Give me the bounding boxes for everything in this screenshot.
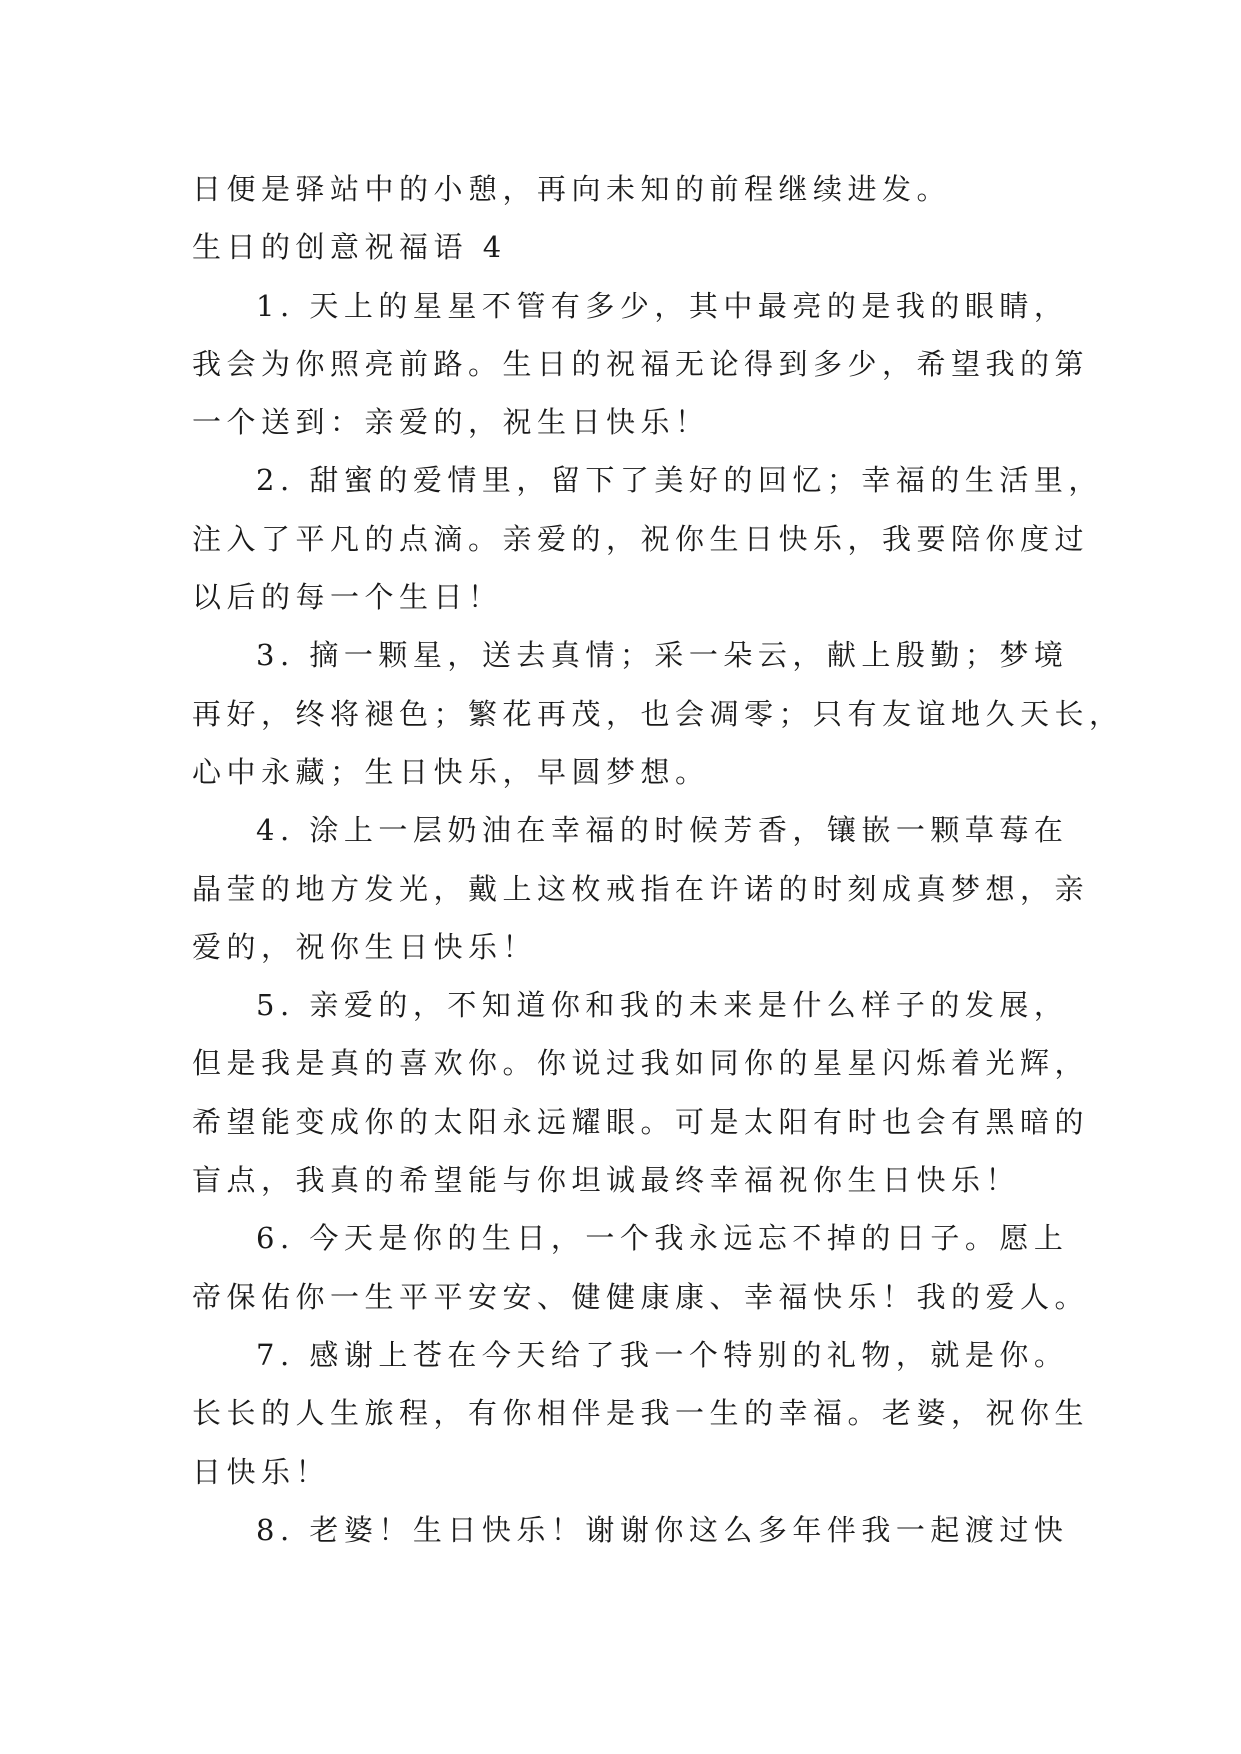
- body-line: 爱的，祝你生日快乐！: [192, 929, 538, 964]
- body-line: 4. 涂上一层奶油在幸福的时候芳香，镶嵌一颗草莓在: [256, 813, 1069, 848]
- body-line: 日快乐！: [192, 1454, 331, 1489]
- body-line: 再好，终将褪色；繁花再茂，也会凋零；只有友谊地久天长，: [192, 696, 1124, 731]
- body-line: 晶莹的地方发光，戴上这枚戒指在许诺的时刻成真梦想，亲: [192, 871, 1090, 906]
- body-line: 7. 感谢上苍在今天给了我一个特别的礼物，就是你。: [256, 1337, 1069, 1372]
- body-line: 心中永藏；生日快乐，早圆梦想。: [192, 754, 710, 789]
- body-line: 日便是驿站中的小憩，再向未知的前程继续进发。: [192, 172, 952, 206]
- section-heading: 生日的创意祝福语 4: [192, 230, 507, 265]
- document-body: [192, 160, 1124, 1559]
- body-line: 盲点，我真的希望能与你坦诚最终幸福祝你生日快乐！: [192, 1163, 1021, 1198]
- body-line: 6. 今天是你的生日，一个我永远忘不掉的日子。愿上: [256, 1221, 1069, 1256]
- body-line: 一个送到：亲爱的，祝生日快乐！: [192, 405, 710, 440]
- body-line: 帝保佑你一生平平安安、健健康康、幸福快乐！我的爱人。: [192, 1279, 1090, 1314]
- body-line: 注入了平凡的点滴。亲爱的，祝你生日快乐，我要陪你度过: [192, 521, 1090, 556]
- body-line: 1. 天上的星星不管有多少，其中最亮的是我的眼睛，: [256, 288, 1069, 323]
- body-line: 我会为你照亮前路。生日的祝福无论得到多少，希望我的第: [192, 346, 1090, 381]
- body-line: 2. 甜蜜的爱情里，留下了美好的回忆；幸福的生活里，: [256, 463, 1103, 498]
- body-line: 希望能变成你的太阳永远耀眼。可是太阳有时也会有黑暗的: [192, 1104, 1090, 1139]
- body-line: 但是我是真的喜欢你。你说过我如同你的星星闪烁着光辉，: [192, 1046, 1090, 1081]
- body-line: 5. 亲爱的，不知道你和我的未来是什么样子的发展，: [256, 988, 1069, 1023]
- body-line: 8. 老婆！生日快乐！谢谢你这么多年伴我一起渡过快: [256, 1512, 1069, 1547]
- body-line: 长长的人生旅程，有你相伴是我一生的幸福。老婆，祝你生: [192, 1396, 1090, 1431]
- body-line: 以后的每一个生日！: [192, 580, 503, 615]
- body-line: 3. 摘一颗星，送去真情；采一朵云，献上殷勤；梦境: [256, 638, 1069, 673]
